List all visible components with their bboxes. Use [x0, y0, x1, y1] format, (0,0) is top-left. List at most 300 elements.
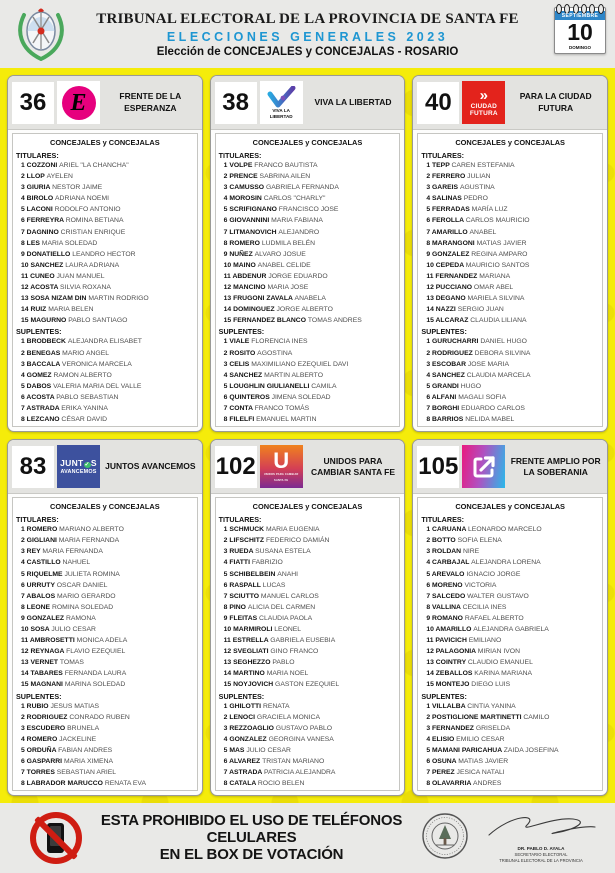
candidate-surname: 8 LEZCANO [21, 416, 62, 424]
candidate-row [219, 215, 397, 226]
candidate-given-names: MARIA FERNANDA [58, 537, 120, 545]
candidate-given-names: FLORENCIA INES [251, 338, 308, 346]
candidate-given-names: PATRICIA ALEJANDRA [263, 769, 336, 777]
candidate-given-names: FLAVIO EZEQUIEL [66, 648, 126, 656]
suplentes-label: SUPLENTES: [16, 327, 62, 337]
calendar-day: 10 [567, 19, 593, 45]
candidate-given-names: MARIA XIMENA [63, 758, 114, 766]
candidate-surname: 4 CASTILLO [21, 559, 63, 567]
candidate-given-names: CAREN ESTEFANIA [451, 162, 515, 169]
elections-subtitle: ELECCIONES GENERALES 2023 [166, 29, 449, 44]
candidate-surname: 8 PINO [223, 603, 248, 611]
candidate-given-names: ANABEL [469, 228, 497, 236]
signer-org: TRIBUNAL ELECTORAL DE LA PROVINCIA [499, 858, 583, 864]
candidate-surname: 8 LEONE [21, 603, 52, 611]
candidate-row [16, 778, 194, 789]
party-name: FRENTE AMPLIO POR LA SOBERANIA [510, 455, 601, 477]
candidate-row [421, 336, 599, 347]
titulares-label: TITULARES: [421, 151, 465, 160]
position-label: CONCEJALES y CONCEJALAS [455, 502, 565, 512]
candidate-surname: 6 QUINTEROS [223, 393, 272, 401]
candidate-given-names: LAURA ADRIANA [65, 261, 120, 269]
candidate-surname: 2 LENOCI [223, 713, 257, 721]
candidate-surname: 3 BACCALA [21, 360, 62, 368]
candidate-surname: 4 ROMERO [21, 735, 60, 743]
party-card-body [12, 133, 198, 427]
candidate-surname: 3 REY [21, 548, 43, 556]
candidate-given-names: LEONEL [274, 626, 302, 633]
candidate-surname: 8 ROMERO [223, 239, 262, 247]
candidate-row [421, 745, 599, 756]
candidate-row [16, 646, 194, 657]
candidate-given-names: JACKELINE [59, 735, 97, 743]
candidate-surname: 2 BENEGAS [21, 349, 63, 357]
candidate-surname: 4 SANCHEZ [223, 371, 265, 379]
candidate-surname: 15 NOYJOVICH [223, 681, 276, 689]
candidate-surname: 6 GASPARRI [21, 758, 64, 766]
candidate-row [219, 734, 397, 745]
candidate-row [219, 359, 397, 370]
candidate-given-names: EMILIANO [468, 637, 502, 645]
candidate-surname: 5 MAS [223, 746, 247, 754]
juntos-avancemos-logo [57, 445, 100, 488]
candidate-given-names: ALICIA DEL CARMEN [247, 603, 316, 611]
position-label: CONCEJALES y CONCEJALAS [252, 138, 363, 147]
candidate-surname: 11 CUNEO [21, 272, 57, 280]
candidate-surname: 5 FERRADAS [426, 206, 472, 214]
candidate-surname: 12 PUCCIANO [426, 284, 474, 292]
candidate-row [16, 580, 194, 591]
candidate-row [16, 756, 194, 767]
candidate-given-names: EMILIO CESAR [456, 735, 505, 743]
candidate-row [16, 215, 194, 226]
candidate-given-names: LUCAS [262, 581, 286, 589]
candidate-surname: 10 MAINO [223, 261, 258, 269]
candidate-given-names: FABIAN ANDRES [58, 746, 113, 754]
candidate-surname: 5 GRANDI [426, 382, 461, 390]
candidate-row [421, 668, 599, 679]
juntos-check-icon: ✓ [84, 461, 90, 468]
candidate-given-names: VICTORIA [464, 581, 497, 589]
candidate-surname: 14 RUIZ [21, 306, 49, 314]
candidate-given-names: EDUARDO CARLOS [461, 404, 525, 412]
party-grid [0, 68, 615, 803]
candidate-row [421, 613, 599, 624]
candidate-surname: 3 FERNANDEZ [426, 724, 476, 732]
candidate-row [421, 602, 599, 613]
soberania-arrow-icon [471, 454, 497, 480]
candidate-given-names: PABLO SEBASTIAN [56, 393, 119, 401]
candidate-given-names: PEDRO [463, 195, 488, 203]
party-card-header [413, 76, 607, 130]
candidate-row [16, 182, 194, 193]
candidate-row [16, 238, 194, 249]
candidate-surname: 8 BARRIOS [426, 416, 466, 424]
candidate-surname: 13 SOSA NIZAM DIN [21, 295, 89, 303]
candidate-surname: 7 BORGHI [426, 404, 462, 412]
candidate-given-names: AGOSTINA [257, 349, 293, 357]
candidate-surname: 4 CARBAJAL [426, 559, 472, 567]
candidate-given-names: NIRE [462, 548, 480, 556]
candidate-surname: 7 AMARILLO [426, 228, 470, 236]
candidate-row [16, 359, 194, 370]
candidate-row [16, 635, 194, 646]
candidate-surname: 3 REZZOAGLIO [223, 724, 276, 732]
party-card-header [211, 76, 405, 130]
candidate-given-names: ROCIO BELEN [257, 780, 305, 788]
candidate-given-names: JIMENA SOLEDAD [271, 393, 331, 401]
candidate-row [219, 591, 397, 602]
candidate-surname: 4 ELISIO [426, 735, 457, 743]
candidate-surname: 11 ABDENUR [223, 272, 269, 280]
candidate-row [421, 557, 599, 568]
candidate-row [421, 260, 599, 271]
candidate-row [219, 171, 397, 182]
candidate-surname: 5 SCHIBELBEIN [223, 570, 278, 578]
candidate-surname: 8 OLAVARRIA [426, 780, 474, 788]
candidate-given-names: EMANUEL MARTIN [256, 416, 317, 424]
candidate-surname: 6 ACOSTA [21, 393, 57, 401]
candidate-row [16, 193, 194, 204]
candidate-row [16, 701, 194, 712]
candidate-given-names: SERGIO JUAN [457, 306, 504, 314]
candidate-surname: 4 GONZALEZ [223, 735, 269, 743]
candidate-surname: 8 MARANGONI [426, 239, 477, 247]
election-line: Elección de CONCEJALES y CONCEJALAS - ROSARIO [156, 45, 459, 58]
candidate-given-names: ROMINA BETIANA [65, 217, 124, 225]
candidate-row [16, 260, 194, 271]
candidate-surname: 9 NUÑEZ [223, 250, 255, 258]
candidate-surname: 10 SOSA [21, 626, 52, 633]
party-card-38 [210, 75, 406, 432]
candidate-surname: 2 BOTTO [426, 537, 458, 545]
candidate-surname: 8 CATALA [223, 780, 258, 788]
candidate-given-names: MARIA BELEN [48, 306, 94, 314]
candidate-surname: 12 ACOSTA [21, 284, 61, 292]
candidate-given-names: PABLO SANTIAGO [68, 317, 128, 325]
candidate-row [16, 293, 194, 304]
candidate-surname: 1 VILLALBA [426, 702, 468, 710]
candidate-given-names: ZAIDA JOSEFINA [503, 746, 559, 754]
futura-chevrons: » [479, 86, 488, 104]
candidate-row [421, 271, 599, 282]
candidate-surname: 13 VERNET [21, 659, 60, 667]
candidate-row [219, 723, 397, 734]
candidate-row [219, 679, 397, 690]
candidate-row [219, 370, 397, 381]
candidate-given-names: GRISELDA [475, 724, 511, 732]
candidate-row [219, 282, 397, 293]
party-card-40 [412, 75, 608, 432]
candidate-surname: 8 LES [21, 239, 42, 247]
candidate-surname: 7 CONTA [223, 404, 255, 412]
candidate-given-names: CLAUDIA LILIANA [470, 317, 527, 325]
candidate-given-names: MANUEL CARLOS [260, 592, 319, 600]
candidate-row [421, 359, 599, 370]
candidate-given-names: MARIA SOLEDAD [41, 239, 98, 247]
candidate-given-names: FABRIZIO [251, 559, 283, 567]
candidate-surname: 2 RODRIGUEZ [426, 349, 475, 357]
candidate-surname: 12 MANCINO [223, 284, 268, 292]
candidate-given-names: GRACIELA MONICA [256, 713, 320, 721]
frente-esperanza-logo [57, 81, 100, 124]
candidate-row [219, 160, 397, 171]
candidate-surname: 5 AREVALO [426, 570, 467, 578]
candidate-given-names: LUDMILA BELÉN [261, 239, 316, 247]
candidate-given-names: JORGE ALBERTO [276, 306, 333, 314]
candidate-surname: 15 MAGNANI [21, 681, 65, 689]
candidate-given-names: PABLO [272, 659, 295, 667]
titulares-label: TITULARES: [218, 151, 262, 160]
candidate-row [16, 668, 194, 679]
candidate-surname: 11 AMBROSETTI [21, 637, 77, 645]
candidate-row [421, 712, 599, 723]
candidate-given-names: CLAUDIA PAOLA [259, 614, 313, 622]
candidate-surname: 10 CEPEDA [426, 261, 466, 269]
position-label: CONCEJALES y CONCEJALAS [50, 502, 160, 512]
candidate-given-names: SABRINA AILEN [259, 173, 311, 181]
unidos-para-cambiar-logo [260, 445, 303, 488]
candidate-surname: 3 CAMUSSO [223, 184, 266, 192]
candidate-given-names: MATIAS JAVIER [458, 758, 509, 766]
candidate-surname: 3 CELIS [223, 360, 252, 368]
candidate-surname: 4 SANCHEZ [426, 371, 467, 379]
party-number: 105 [417, 446, 459, 488]
candidate-row [421, 160, 599, 171]
candidate-surname: 3 GAREIS [426, 184, 460, 192]
candidate-row [16, 392, 194, 403]
candidate-row [219, 712, 397, 723]
candidate-surname: 13 COINTRY [426, 659, 468, 667]
candidate-given-names: KARINA MARIANA [474, 670, 533, 678]
header [0, 0, 615, 68]
candidate-row [219, 778, 397, 789]
candidate-row [421, 657, 599, 668]
candidate-surname: 1 VIALE [223, 338, 252, 346]
candidate-surname: 13 FRUGONI ZAVALA [223, 295, 295, 303]
candidate-given-names: MARIELA SILVINA [467, 295, 525, 303]
party-number: 38 [215, 82, 257, 124]
candidate-given-names: OSCAR DANIEL [56, 581, 108, 589]
candidate-row [16, 204, 194, 215]
candidate-row [16, 712, 194, 723]
candidate-row [421, 392, 599, 403]
candidate-row [16, 315, 194, 326]
candidate-surname: 4 FIATTI [223, 559, 252, 567]
candidate-given-names: ANABEL CELIDE [257, 261, 311, 269]
candidate-given-names: LEONARDO MARCELO [468, 526, 542, 534]
candidate-row [219, 580, 397, 591]
signature-icon [481, 813, 601, 841]
candidate-surname: 3 ESCUDERO [21, 724, 68, 732]
futura-word: FUTURA [469, 110, 498, 117]
candidate-surname: 1 ROMERO [21, 526, 60, 534]
candidate-given-names: SOFIA ELENA [457, 537, 502, 545]
candidate-surname: 8 VALLINA [426, 603, 463, 611]
suplentes-label: SUPLENTES: [16, 691, 62, 701]
candidate-given-names: ADRIANA NOEMI [55, 195, 110, 203]
candidate-given-names: IGNACIO JORGE [466, 570, 521, 578]
candidate-given-names: GABRIELA EUSEBIA [270, 637, 336, 645]
candidate-given-names: JULIO CESAR [246, 746, 291, 754]
candidate-row [421, 524, 599, 535]
candidate-surname: 15 MAGURNO [21, 317, 69, 325]
party-number: 83 [12, 446, 54, 488]
candidate-surname: 14 DOMINGUEZ [223, 306, 277, 314]
candidate-given-names: MARINA SOLEDAD [64, 681, 126, 689]
titulares-label: TITULARES: [16, 151, 59, 160]
candidate-surname: 14 ZEBALLOS [426, 670, 475, 678]
candidate-given-names: MARTIN RODRIGO [88, 295, 149, 303]
candidate-surname: 6 ALFANI [426, 393, 459, 401]
candidate-surname: 5 DABOS [21, 382, 54, 390]
candidate-row [16, 227, 194, 238]
candidate-given-names: GEORGINA VANESA [268, 735, 334, 743]
candidate-surname: 7 TORRES [21, 769, 57, 777]
candidate-row [16, 734, 194, 745]
candidate-given-names: MAXIMILIANO EZEQUIEL DAVI [251, 360, 349, 368]
candidate-row [219, 557, 397, 568]
party-card-body [215, 133, 401, 427]
candidate-given-names: GINO FRANCO [270, 648, 319, 656]
signer-name: DR. PABLO D. AYALA [517, 845, 565, 851]
candidate-given-names: ALEJANDRA LORENA [471, 559, 541, 567]
candidate-given-names: WALTER GUSTAVO [467, 592, 529, 600]
candidate-row [16, 591, 194, 602]
candidate-row [219, 336, 397, 347]
party-card-83 [7, 439, 203, 796]
candidate-given-names: ALEJANDRA ELISABET [67, 338, 142, 346]
candidate-row [219, 745, 397, 756]
libertad-caption: LIBERTAD [269, 113, 293, 119]
candidate-row [219, 249, 397, 260]
candidate-given-names: TOMAS ANDRES [307, 317, 362, 325]
futura-word: CIUDAD [470, 102, 498, 110]
candidate-given-names: NELIDA MABEL [465, 416, 515, 424]
candidate-surname: 2 RODRIGUEZ [21, 713, 70, 721]
candidate-given-names: MARÍA LUZ [471, 206, 508, 214]
candidate-given-names: DEBORA SILVINA [474, 349, 531, 357]
viva-la-libertad-logo [260, 81, 303, 124]
candidate-given-names: JULIAN [467, 173, 491, 181]
candidate-row [219, 227, 397, 238]
candidate-row [421, 193, 599, 204]
candidate-surname: 14 NAZZI [426, 306, 458, 314]
candidate-row [421, 767, 599, 778]
candidate-surname: 14 MARTINO [223, 670, 267, 678]
candidate-surname: 7 ASTRADA [21, 404, 62, 412]
candidate-row [421, 249, 599, 260]
candidate-given-names: CLAUDIA MARCELA [466, 371, 531, 379]
warning-line-2: EN EL BOX DE VOTACIÓN [159, 845, 344, 863]
candidate-row [16, 524, 194, 535]
candidate-given-names: MARIA FERNANDA [42, 548, 103, 556]
candidate-row [421, 679, 599, 690]
candidate-given-names: JUAN MANUEL [56, 272, 105, 280]
candidate-surname: 1 GURUCHARRI [426, 338, 481, 346]
candidate-row [421, 635, 599, 646]
candidate-surname: 6 FEROLLA [426, 217, 466, 225]
candidate-row [421, 282, 599, 293]
candidate-given-names: DIEGO LUIS [471, 681, 511, 689]
candidate-surname: 10 SANCHEZ [21, 261, 66, 269]
calendar-month: SEPTIEMBRE [555, 11, 605, 20]
candidate-surname: 9 FLEITAS [223, 614, 260, 622]
position-label: CONCEJALES y CONCEJALAS [50, 138, 160, 147]
no-cellphone-icon [30, 812, 82, 864]
candidate-row [219, 414, 397, 425]
candidate-given-names: NAHUEL [62, 559, 91, 567]
candidate-row [16, 723, 194, 734]
candidate-row [421, 756, 599, 767]
candidate-row [219, 602, 397, 613]
candidate-surname: 1 SCHMUCK [223, 526, 266, 534]
candidate-surname: 8 LABRADOR MARUCCO [21, 780, 105, 788]
candidate-given-names: MARIA JOSE [267, 284, 309, 292]
juntos-wordmark: JUNT✓S [60, 457, 97, 468]
candidate-surname: 15 FERNANDEZ BLANCO [223, 317, 308, 325]
candidate-given-names: ALVARO JOSUE [254, 250, 306, 258]
tribunal-seal-icon [421, 812, 469, 865]
candidate-given-names: JULIO CESAR [51, 626, 96, 633]
candidate-given-names: SUSANA ESTELA [255, 548, 311, 556]
candidate-given-names: MAGALI SOFIA [458, 393, 507, 401]
candidate-row [16, 171, 194, 182]
candidate-surname: 6 ALVAREZ [223, 758, 263, 766]
candidate-row [16, 613, 194, 624]
candidate-surname: 2 FERRERO [426, 173, 468, 181]
candidate-row [219, 403, 397, 414]
libertad-caption: VIVA LA [272, 108, 290, 114]
candidate-given-names: TRISTAN MARIANO [262, 758, 325, 766]
candidate-surname: 6 OSUNA [426, 758, 459, 766]
candidate-row [421, 315, 599, 326]
party-card-105 [412, 439, 608, 796]
footer [0, 803, 615, 873]
party-card-header [8, 76, 202, 130]
candidate-surname: 6 MORENO [426, 581, 465, 589]
candidate-surname: 1 BRODBECK [21, 338, 68, 346]
suplentes-label: SUPLENTES: [421, 691, 467, 701]
candidate-given-names: CÉSAR DAVID [61, 416, 107, 424]
candidate-given-names: JORGE EDUARDO [268, 272, 328, 280]
candidate-given-names: BRUNELA [67, 724, 100, 732]
candidate-given-names: AYELEN [46, 173, 73, 181]
candidate-row [219, 315, 397, 326]
candidate-row [421, 403, 599, 414]
candidate-row [421, 569, 599, 580]
candidate-given-names: FERNANDA LAURA [64, 670, 127, 678]
candidate-surname: 3 ROLDAN [426, 548, 463, 556]
candidate-row [16, 304, 194, 315]
candidate-given-names: SEBASTIAN ARIEL [56, 769, 117, 777]
candidate-surname: 5 LACONI [21, 206, 55, 214]
candidate-given-names: CARLOS "CHARLY" [263, 195, 326, 203]
candidate-given-names: JESICA NATALI [456, 769, 505, 777]
page-title: TRIBUNAL ELECTORAL DE LA PROVINCIA DE SANTA FE [96, 10, 519, 27]
candidate-given-names: CLAUDIO EMANUEL [467, 659, 533, 667]
candidate-surname: 7 DAGNINO [21, 228, 61, 236]
candidate-surname: 2 LLOP [21, 173, 47, 181]
candidate-surname: 3 RUEDA [223, 548, 256, 556]
candidate-row [16, 370, 194, 381]
candidate-surname: 1 VOLPE [223, 162, 255, 169]
candidate-surname: 7 LITMANOVICH [223, 228, 279, 236]
esperanza-e-mark: E [62, 86, 96, 120]
candidate-given-names: ANDRES [473, 780, 502, 788]
candidate-row [16, 271, 194, 282]
candidate-surname: 2 LIFSCHITZ [223, 537, 266, 545]
